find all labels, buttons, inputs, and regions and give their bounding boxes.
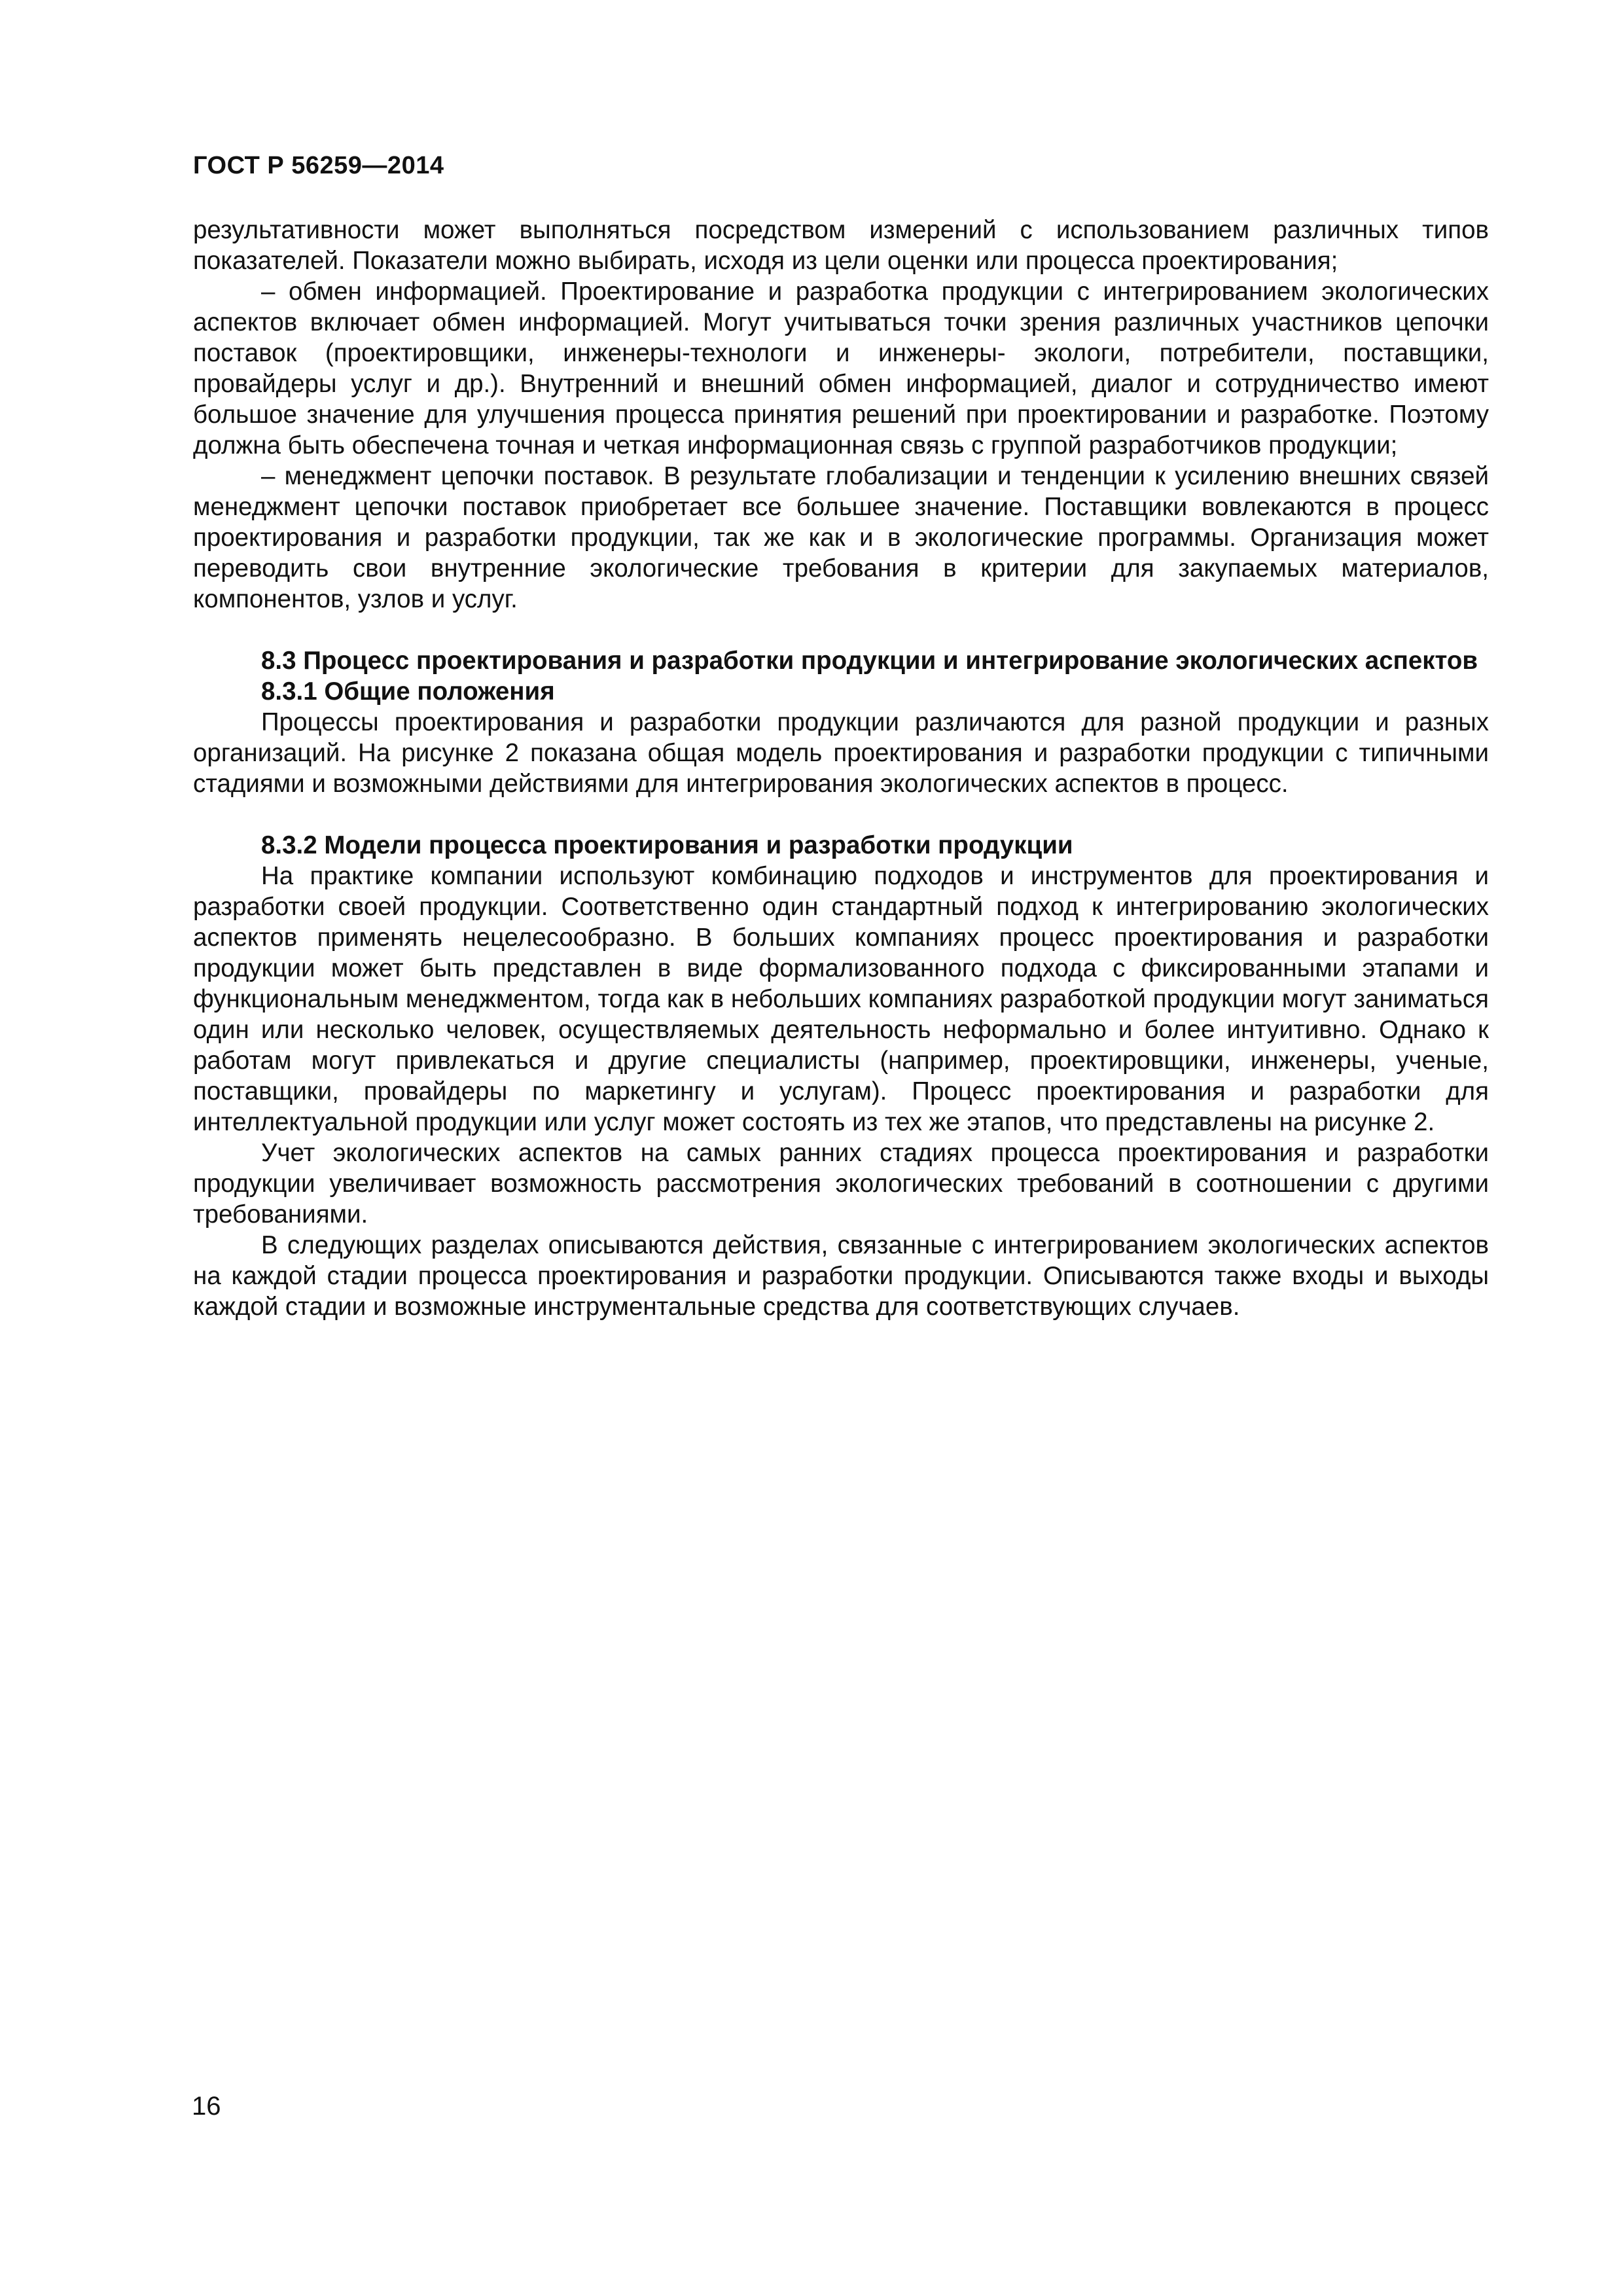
subsection-heading-8-3-1: 8.3.1 Общие положения: [261, 677, 555, 706]
page-number: 16: [192, 2092, 221, 2121]
paragraph-general: Процессы проектирования и разработки продукции различаются для разной продукции и разных организаций. На рисунке 2 показана общая модель проектирования и разработки продукции с типичными стадиями и возможными действиями для интегрирования экологических аспектов в процесс.: [193, 708, 1489, 798]
list-item-supply-chain: – менеджмент цепочки поставок. В результате глобализации и тенденции к усилению внешних связей менеджмент цепочки поставок приобретает все большее значение. Поставщики вовлекаются в процесс проектирования и разработки продукции, так же как и в экологические программы. Организация может переводить свои внутренние экологические требования в критерии для закупаемых материалов, компонентов, узлов и услуг.: [193, 462, 1489, 613]
list-item-information-exchange: – обмен информацией. Проектирование и разработка продукции с интегрированием экологических аспектов включает обмен информацией. Могут учитываться точки зрения различных участников цепочки поставок (проектировщики, инженеры-технологи и инженеры- экологи, потребители, поставщики, провайдеры услуг и др.). Внутренний и внешний обмен информацией, диалог и сотрудничество имеют большое значение для улучшения процесса принятия решений при проектировании и разработке. Поэтому должна быть обеспечена точная и четкая информационная связь с группой разработчиков продукции;: [193, 278, 1489, 459]
document-body: [193, 215, 1489, 1322]
document-header: ГОСТ Р 56259—2014: [193, 152, 444, 179]
subsection-heading-8-3-2: 8.3.2 Модели процесса проектирования и разработки продукции: [261, 831, 1073, 859]
paragraph-next-sections: В следующих разделах описываются действия, связанные с интегрированием экологических аспектов на каждой стадии процесса проектирования и разработки продукции. Описываются также входы и выходы каждой стадии и возможные инструментальные средства для соответствующих случаев.: [193, 1231, 1489, 1321]
paragraph-early-stages: Учет экологических аспектов на самых ранних стадиях процесса проектирования и разработки продукции увеличивает возможность рассмотрения экологических требований в соотношении с другими требованиями.: [193, 1139, 1489, 1229]
paragraph-practice: На практике компании используют комбинацию подходов и инструментов для проектирования и разработки своей продукции. Соответственно один стандартный подход к интегрированию экологических аспектов применять нецелесообразно. В больших компаниях процесс проектирования и разработки продукции может быть представлен в виде формализованного подхода с фиксированными этапами и функциональным менеджментом, тогда как в небольших компаниях разработкой продукции могут заниматься один или несколько человек, осуществляемых деятельность неформально и более интуитивно. Однако к работам могут привлекаться и другие специалисты (например, проектировщики, инженеры, ученые, поставщики, провайдеры по маркетингу и услугам). Процесс проектирования и разработки для интеллектуальной продукции или услуг может состоять из тех же этапов, что представлены на рисунке 2.: [193, 862, 1489, 1136]
section-heading-8-3: 8.3 Процесс проектирования и разработки продукции и интегрирование экологических аспектов: [261, 647, 1478, 675]
paragraph-continuation: результативности может выполняться посредством измерений с использованием различных типов показателей. Показатели можно выбирать, исходя из цели оценки или процесса проектирования;: [193, 216, 1489, 275]
